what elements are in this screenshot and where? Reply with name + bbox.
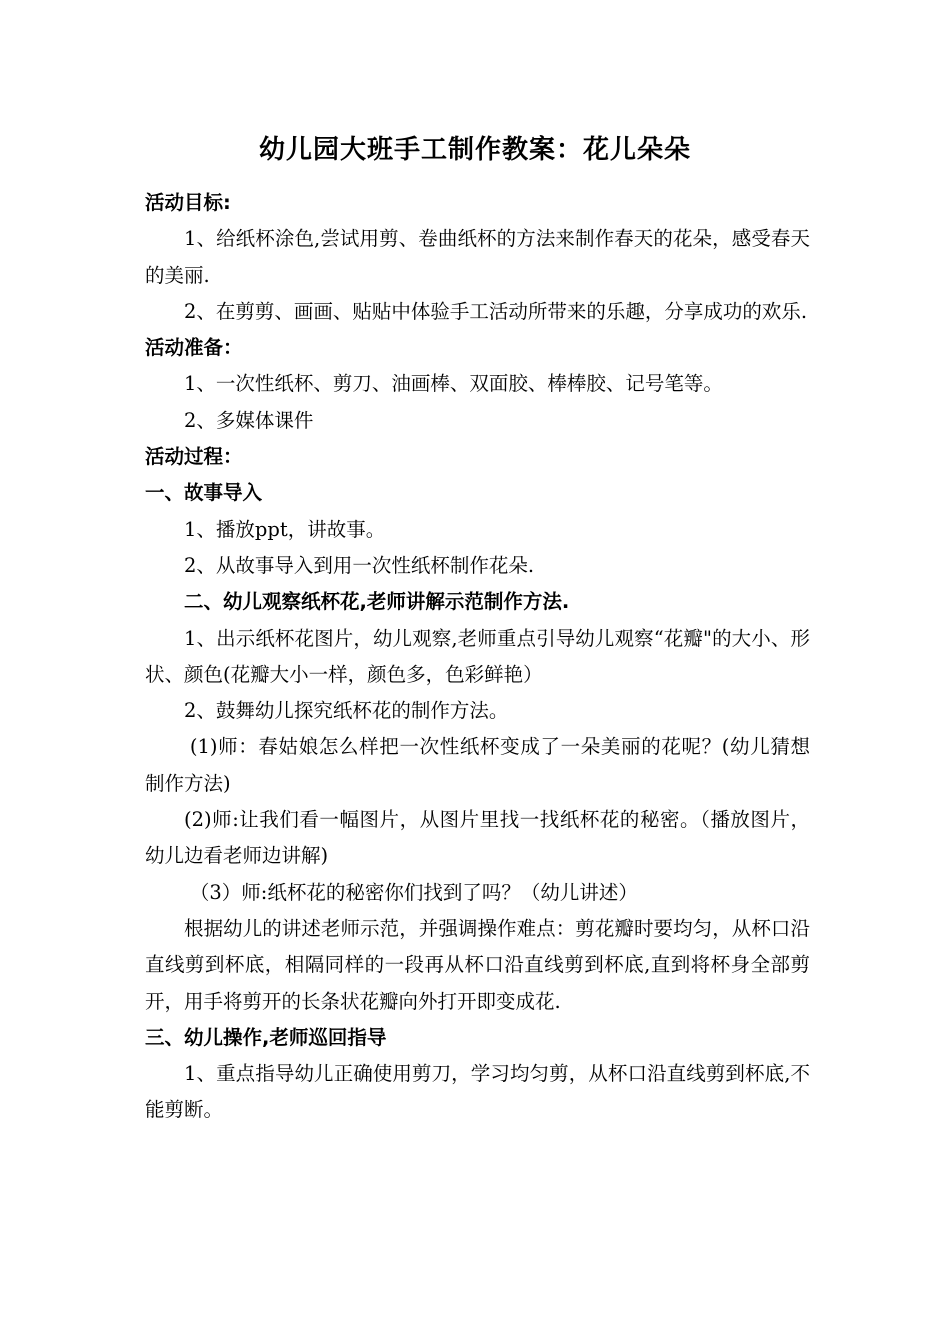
prep-item-1: 1、一次性纸杯、剪刀、油画棒、双面胶、棒棒胶、记号笔等。 [184,372,723,396]
section-heading-goals: 活动目标: [145,191,231,214]
prep-item-2: 2、多媒体课件 [184,408,314,432]
document-body [145,185,810,1129]
process-part1-item-2: 2、从故事导入到用一次性纸杯制作花朵. [184,553,535,577]
process-part2-item-1: 1、出示纸杯花图片，幼儿观察,老师重点引导幼儿观察“花瓣"的大小、形状、颜色(花瓣大小一样，颜色多，色彩鲜艳） [145,626,810,686]
section-heading-prep: 活动准备： [145,336,243,360]
process-part2-item-3: (1)师：春姑娘怎么样把一次性纸杯变成了一朵美丽的花呢？(幼儿猜想制作方法) [145,735,810,795]
section-heading-process: 活动过程： [145,445,243,469]
document-title: 幼儿园大班手工制作教案：花儿朵朵 [258,135,691,165]
goal-item-1: 1、给纸杯涂色,尝试用剪、卷曲纸杯的方法来制作春天的花朵，感受春天的美丽. [145,227,810,287]
process-part2-item-2: 2、鼓舞幼儿探究纸杯花的制作方法。 [184,699,509,723]
process-part1-item-1: 1、播放ppt，讲故事。 [184,517,386,541]
process-part3-heading: 三、幼儿操作,老师巡回指导 [145,1025,387,1049]
process-part3-item-1: 1、重点指导幼儿正确使用剪刀，学习均匀剪，从杯口沿直线剪到杯底,不能剪断。 [145,1062,810,1122]
process-part2-heading: 二、幼儿观察纸杯花,老师讲解示范制作方法. [184,590,570,614]
process-part1-heading: 一、故事导入 [145,481,263,505]
goal-item-2: 2、在剪剪、画画、贴贴中体验手工活动所带来的乐趣，分享成功的欢乐. [184,299,808,323]
process-part2-item-5: （3）师:纸杯花的秘密你们找到了吗？（幼儿讲述） [189,880,638,904]
process-part2-item-4: (2)师:让我们看一幅图片，从图片里找一找纸杯花的秘密。（播放图片，幼儿边看老师边讲解) [145,808,810,868]
process-part2-item-6: 根据幼儿的讲述老师示范，并强调操作难点：剪花瓣时要均匀，从杯口沿直线剪到杯底，相隔同样的一段再从杯口沿直线剪到杯底,直到将杯身全部剪开，用手将剪开的长条状花瓣向外打开即变成花. [145,916,810,1013]
